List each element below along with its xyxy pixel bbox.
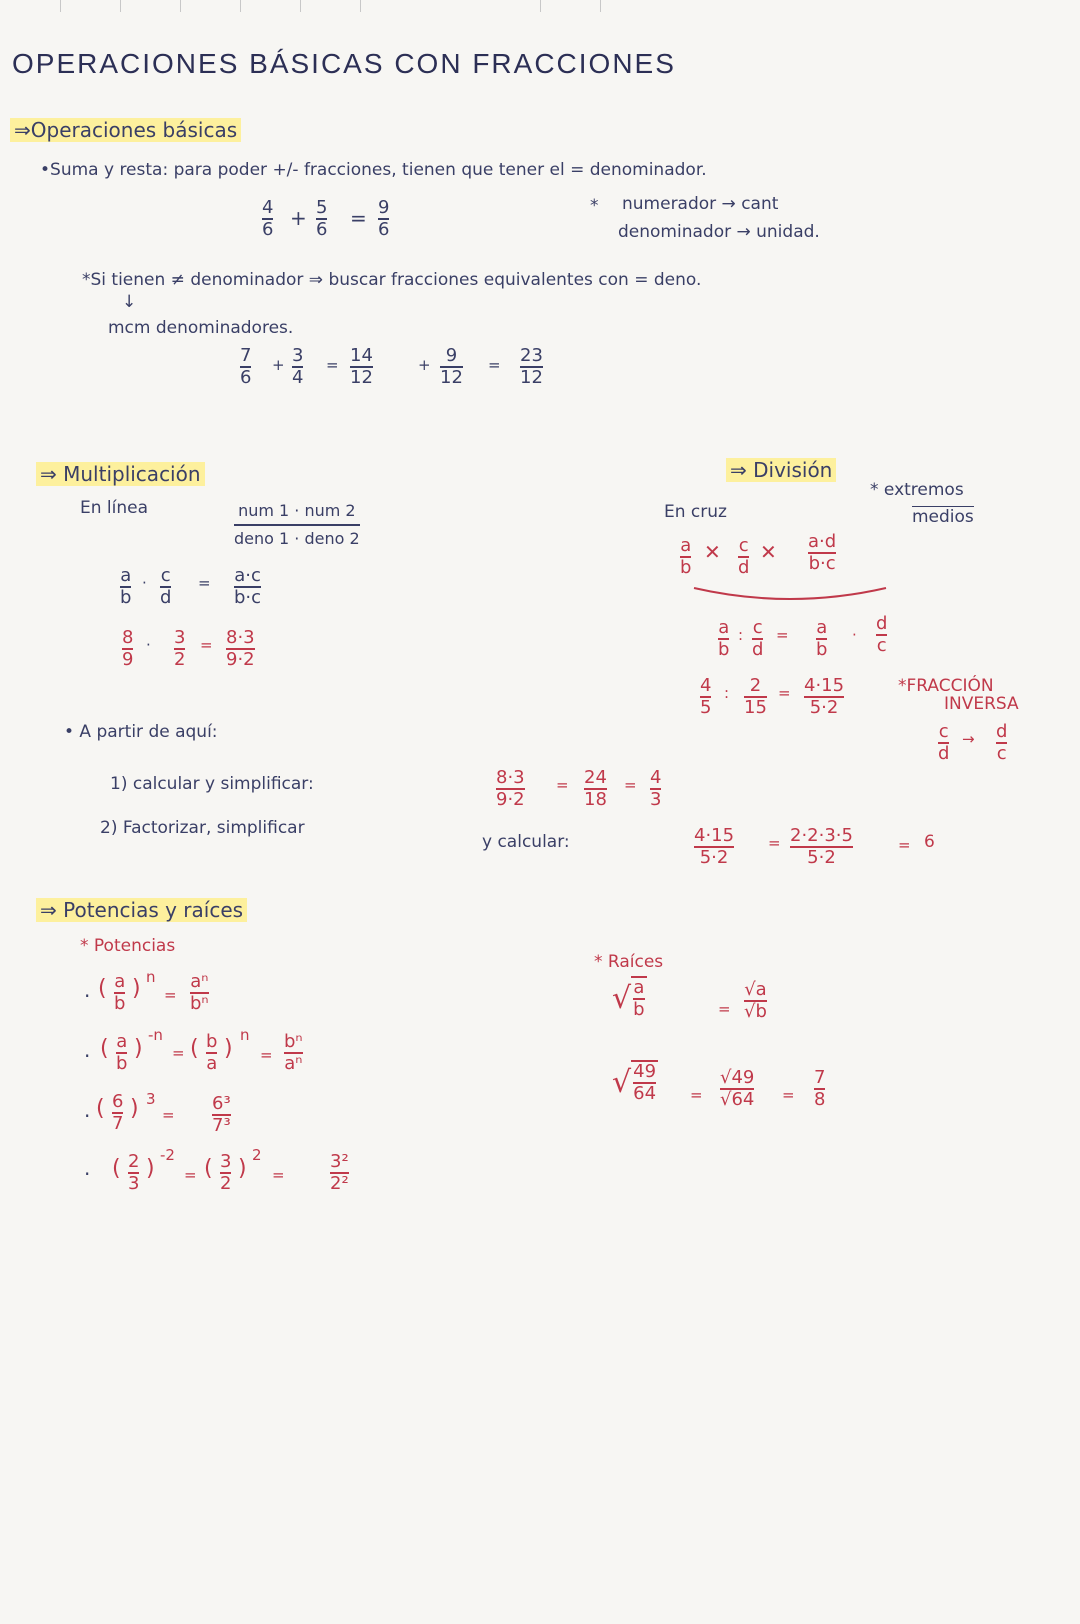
medios-label: medios (912, 507, 974, 527)
fraction: b a (206, 1031, 218, 1074)
fraction: 9 6 (378, 197, 390, 240)
section-heading-potencias-raices: ⇒ Potencias y raíces (36, 898, 247, 922)
cross-x-icon: ✕ (704, 540, 721, 564)
divide-sign: : (738, 626, 744, 644)
fraction: 2 15 (744, 675, 767, 718)
equals-sign: = (690, 1086, 703, 1104)
paren: ) (132, 976, 141, 1001)
bullet: · (84, 984, 91, 1008)
equals-sign: = (350, 206, 367, 230)
fraction: c d (938, 721, 950, 764)
page-title: OPERACIONES BÁSICAS CON FRACCIONES (12, 48, 676, 79)
equals-sign: = (776, 626, 789, 644)
section-heading-multiplicacion: ⇒ Multiplicación (36, 462, 205, 486)
fraction: 4·15 5·2 (694, 825, 735, 868)
exponent: -2 (160, 1146, 175, 1164)
exponent: n (146, 968, 156, 986)
equals-sign: = (200, 636, 213, 654)
paren: ( (96, 1096, 105, 1121)
arrow-icon: → (962, 730, 975, 748)
paren: ( (100, 1036, 109, 1061)
equals-sign: = (198, 574, 211, 592)
fraction: a b (816, 617, 828, 660)
fraction: a b (120, 565, 132, 608)
paren: ) (146, 1156, 155, 1181)
fraction: 4·15 5·2 (804, 675, 845, 718)
note-star: * (590, 196, 599, 216)
step-1: 1) calcular y simplificar: (110, 774, 314, 794)
fraction: 6 7 (112, 1091, 124, 1134)
fraction: d c (876, 613, 888, 656)
fraction: √a √b (744, 979, 767, 1022)
bullet: · (84, 1044, 91, 1068)
sqrt-fraction: √ $\frac{49}{64}$ (612, 1061, 657, 1104)
fraction: a b (114, 971, 126, 1014)
fraction: 6³ 7³ (212, 1093, 231, 1136)
paren: ( (204, 1156, 213, 1181)
fraction: 3 4 (292, 345, 304, 388)
sqrt-fraction: √ $\frac{a}{b}$ (612, 977, 645, 1020)
step-2-calcular: y calcular: (482, 832, 570, 852)
multiplication-formula: num 1 · num 2 deno 1 · deno 2 (234, 501, 360, 548)
equals-sign: = (162, 1106, 175, 1124)
fraction: aⁿ bⁿ (190, 971, 209, 1014)
equals-sign: = (556, 776, 569, 794)
divide-sign: : (724, 684, 730, 702)
extremos-label: * extremos (870, 480, 964, 500)
plus-sign: + (272, 356, 285, 374)
fraction: a·d b·c (808, 531, 837, 574)
fraction: a b (116, 1031, 128, 1074)
bullet: · (84, 1162, 91, 1186)
fraction: 2 3 (128, 1151, 140, 1194)
fraction: 3 2 (174, 627, 186, 670)
fraction: 4 5 (700, 675, 712, 718)
fraction: 24 18 (584, 767, 607, 810)
raices-label: * Raíces (594, 952, 664, 972)
step-2: 2) Factorizar, simplificar (100, 818, 305, 838)
fraction: 8 9 (122, 627, 134, 670)
paren: ) (130, 1096, 139, 1121)
fraction: c d (160, 565, 172, 608)
exponent: 3 (146, 1090, 156, 1108)
note-denominador: denominador → unidad. (618, 222, 820, 242)
fraction: 4 3 (650, 767, 662, 810)
fraction: a b (718, 617, 730, 660)
times-sign: · (146, 636, 151, 654)
times-sign: · (852, 626, 857, 644)
fraction: a b (680, 535, 692, 578)
fraction: c d (752, 617, 764, 660)
en-cruz-label: En cruz (664, 502, 727, 522)
equals-sign: = (164, 986, 177, 1004)
fraction: √49 √64 (720, 1067, 755, 1110)
paren: ( (98, 976, 107, 1001)
brace-icon (690, 584, 890, 608)
plus-sign: + (290, 206, 307, 230)
equals-sign: = (184, 1166, 197, 1184)
bullet: · (84, 1104, 91, 1128)
fraction: 14 12 (350, 345, 373, 388)
fraction: 9 12 (440, 345, 463, 388)
section-heading-operaciones: ⇒Operaciones básicas (10, 118, 241, 142)
fraction: d c (996, 721, 1008, 764)
cross-x-icon: ✕ (760, 540, 777, 564)
suma-resta-rule: •Suma y resta: para poder +/- fracciones, tienen que tener el = denominador. (40, 160, 707, 180)
down-arrow-icon: ↓ (122, 292, 137, 312)
fraction: 23 12 (520, 345, 543, 388)
paren: ( (190, 1036, 199, 1061)
step-2-result: 6 (924, 832, 935, 852)
fraction: 8·3 9·2 (496, 767, 525, 810)
fraction: a·c b·c (234, 565, 262, 608)
paren: ) (238, 1156, 247, 1181)
times-sign: · (142, 574, 147, 592)
potencias-label: * Potencias (80, 936, 176, 956)
equals-sign: = (488, 356, 501, 374)
mcm-note: mcm denominadores. (108, 318, 294, 338)
equals-sign: = (782, 1086, 795, 1104)
fraction: 8·3 9·2 (226, 627, 255, 670)
equals-sign: = (326, 356, 339, 374)
fraction: 2·2·3·5 5·2 (790, 825, 853, 868)
equals-sign: = (172, 1044, 185, 1062)
plus-sign: + (418, 356, 431, 374)
section-heading-division: ⇒ División (726, 458, 836, 482)
paren: ) (224, 1036, 233, 1061)
equals-sign: = (272, 1166, 285, 1184)
fraction: 7 6 (240, 345, 252, 388)
equals-sign: = (718, 1000, 731, 1018)
fraction: 3 2 (220, 1151, 232, 1194)
fraction: 3² 2² (330, 1151, 349, 1194)
exponent: 2 (252, 1146, 262, 1164)
a-partir-de-aqui: • A partir de aquí: (64, 722, 218, 742)
fraction: bⁿ aⁿ (284, 1031, 303, 1074)
inversa-label: INVERSA (944, 694, 1019, 714)
paren: ( (112, 1156, 121, 1181)
note-numerador: numerador → cant (622, 194, 779, 214)
exponent: n (240, 1026, 250, 1044)
fraction: c d (738, 535, 750, 578)
fraction: 7 8 (814, 1067, 826, 1110)
fraccion-inversa-label: *FRACCIÓN (898, 676, 994, 696)
equals-sign: = (898, 836, 911, 854)
equals-sign: = (778, 684, 791, 702)
paren: ) (134, 1036, 143, 1061)
exponent: -n (148, 1026, 163, 1044)
en-linea-label: En línea (80, 498, 149, 518)
equals-sign: = (624, 776, 637, 794)
fraction: 5 6 (316, 197, 328, 240)
distinct-denominator-rule: *Si tienen ≠ denominador ⇒ buscar fracciones equivalentes con = deno. (82, 270, 702, 290)
fraction: 4 6 (262, 197, 274, 240)
equals-sign: = (260, 1046, 273, 1064)
equals-sign: = (768, 834, 781, 852)
